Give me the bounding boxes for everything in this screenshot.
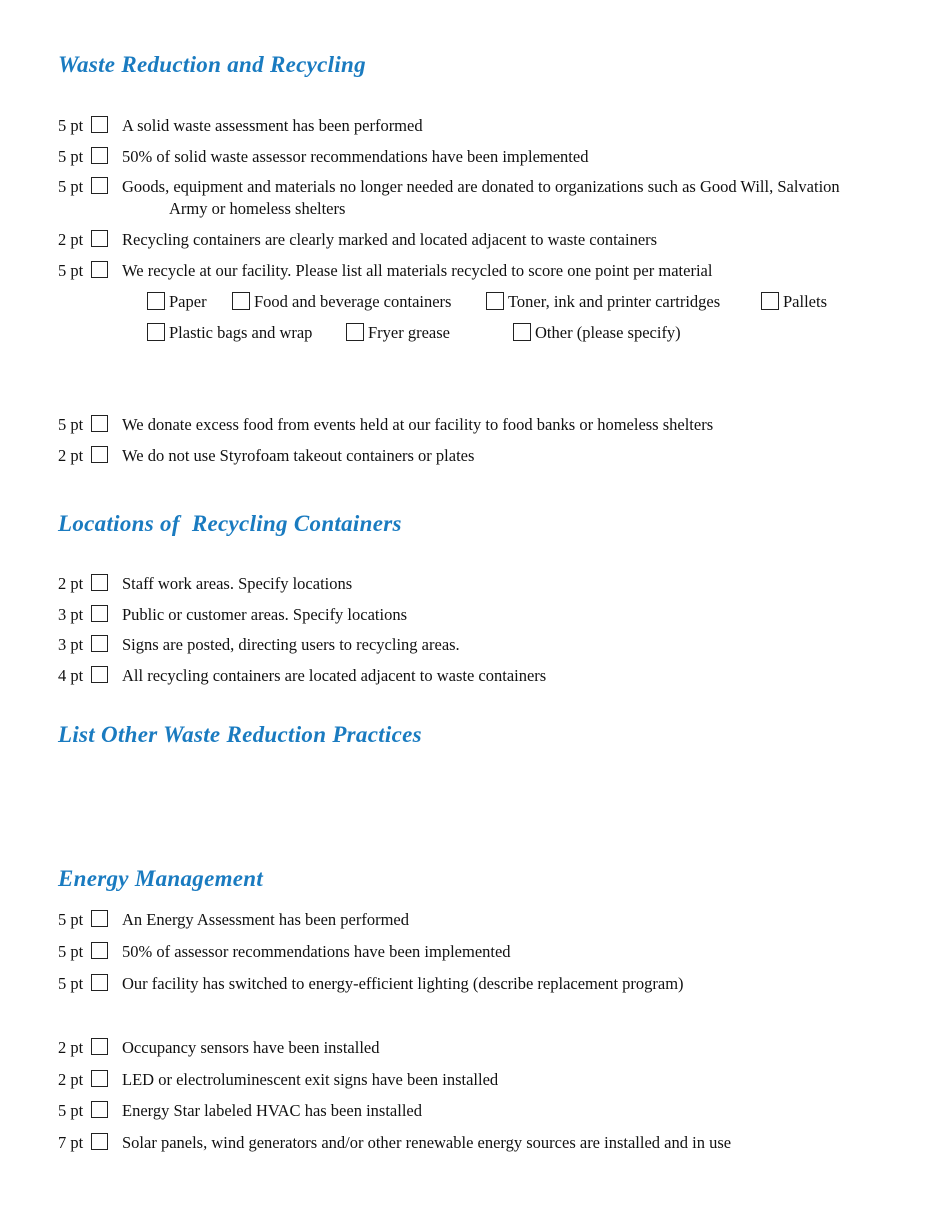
points-label: 5 pt — [58, 177, 84, 196]
points-label: 5 pt — [58, 942, 84, 961]
item-text: Recycling containers are clearly marked and located adjacent to waste containers — [122, 230, 658, 249]
material-label: Pallets — [783, 292, 827, 311]
points-label: 5 pt — [58, 116, 84, 135]
points-label: 2 pt — [58, 446, 84, 465]
points-label: 2 pt — [58, 574, 84, 593]
item-checkbox[interactable] — [91, 974, 108, 991]
points-label: 5 pt — [58, 910, 84, 929]
points-label: 3 pt — [58, 635, 84, 654]
item-checkbox[interactable] — [91, 230, 108, 247]
points-label: 5 pt — [58, 974, 84, 993]
points-label: 2 pt — [58, 1070, 84, 1089]
item-text: We recycle at our facility. Please list all materials recycled to score one point per material — [122, 261, 713, 280]
item-checkbox[interactable] — [91, 605, 108, 622]
points-label: 7 pt — [58, 1133, 84, 1152]
item-text: Public or customer areas. Specify locations — [122, 605, 408, 624]
item-checkbox[interactable] — [91, 116, 108, 133]
section-title-other-practices: List Other Waste Reduction Practices — [58, 722, 422, 747]
item-text: Energy Star labeled HVAC has been installed — [122, 1101, 422, 1120]
item-text: Goods, equipment and materials no longer needed are donated to organizations such as Good Will, Salvation — [122, 177, 840, 196]
item-text: Signs are posted, directing users to recycling areas. — [122, 635, 460, 654]
item-text: All recycling containers are located adjacent to waste containers — [122, 666, 547, 685]
material-checkbox[interactable] — [513, 323, 531, 341]
material-label: Toner, ink and printer cartridges — [508, 292, 721, 311]
item-checkbox[interactable] — [91, 1070, 108, 1087]
material-label: Plastic bags and wrap — [169, 323, 313, 342]
item-text: LED or electroluminescent exit signs have been installed — [122, 1070, 499, 1089]
section-title-recycling-locations: Locations of Recycling Containers — [58, 511, 402, 536]
material-label: Other (please specify) — [535, 323, 681, 342]
material-label: Food and beverage containers — [254, 292, 452, 311]
points-label: 5 pt — [58, 415, 84, 434]
item-checkbox[interactable] — [91, 942, 108, 959]
item-text: 50% of solid waste assessor recommendations have been implemented — [122, 147, 589, 166]
points-label: 2 pt — [58, 230, 84, 249]
item-text: We donate excess food from events held at our facility to food banks or homeless shelters — [122, 415, 714, 434]
section-title-waste-reduction: Waste Reduction and Recycling — [58, 52, 366, 77]
item-checkbox[interactable] — [91, 666, 108, 683]
points-label: 2 pt — [58, 1038, 84, 1057]
item-checkbox[interactable] — [91, 261, 108, 278]
item-checkbox[interactable] — [91, 147, 108, 164]
item-text: A solid waste assessment has been performed — [122, 116, 423, 135]
points-label: 5 pt — [58, 147, 84, 166]
item-checkbox[interactable] — [91, 415, 108, 432]
item-text: Occupancy sensors have been installed — [122, 1038, 380, 1057]
material-label: Paper — [169, 292, 207, 311]
points-label: 3 pt — [58, 605, 84, 624]
item-text: An Energy Assessment has been performed — [122, 910, 410, 929]
item-text: 50% of assessor recommendations have been implemented — [122, 942, 511, 961]
item-checkbox[interactable] — [91, 574, 108, 591]
item-checkbox[interactable] — [91, 635, 108, 652]
material-checkbox[interactable] — [761, 292, 779, 310]
material-checkbox[interactable] — [346, 323, 364, 341]
material-checkbox[interactable] — [147, 323, 165, 341]
section-title-energy-management: Energy Management — [58, 866, 264, 891]
item-text: Solar panels, wind generators and/or other renewable energy sources are installed and in use — [122, 1133, 732, 1152]
item-checkbox[interactable] — [91, 177, 108, 194]
item-checkbox[interactable] — [91, 446, 108, 463]
item-text: Staff work areas. Specify locations — [122, 574, 353, 593]
material-checkbox[interactable] — [147, 292, 165, 310]
material-checkbox[interactable] — [232, 292, 250, 310]
material-label: Fryer grease — [368, 323, 451, 342]
item-checkbox[interactable] — [91, 1101, 108, 1118]
item-checkbox[interactable] — [91, 910, 108, 927]
item-text: Our facility has switched to energy-efficient lighting (describe replacement program) — [122, 974, 684, 993]
item-text: We do not use Styrofoam takeout containers or plates — [122, 446, 475, 465]
item-checkbox[interactable] — [91, 1038, 108, 1055]
item-text-continued: Army or homeless shelters — [169, 199, 346, 218]
points-label: 5 pt — [58, 261, 84, 280]
material-checkbox[interactable] — [486, 292, 504, 310]
item-checkbox[interactable] — [91, 1133, 108, 1150]
points-label: 5 pt — [58, 1101, 84, 1120]
points-label: 4 pt — [58, 666, 84, 685]
